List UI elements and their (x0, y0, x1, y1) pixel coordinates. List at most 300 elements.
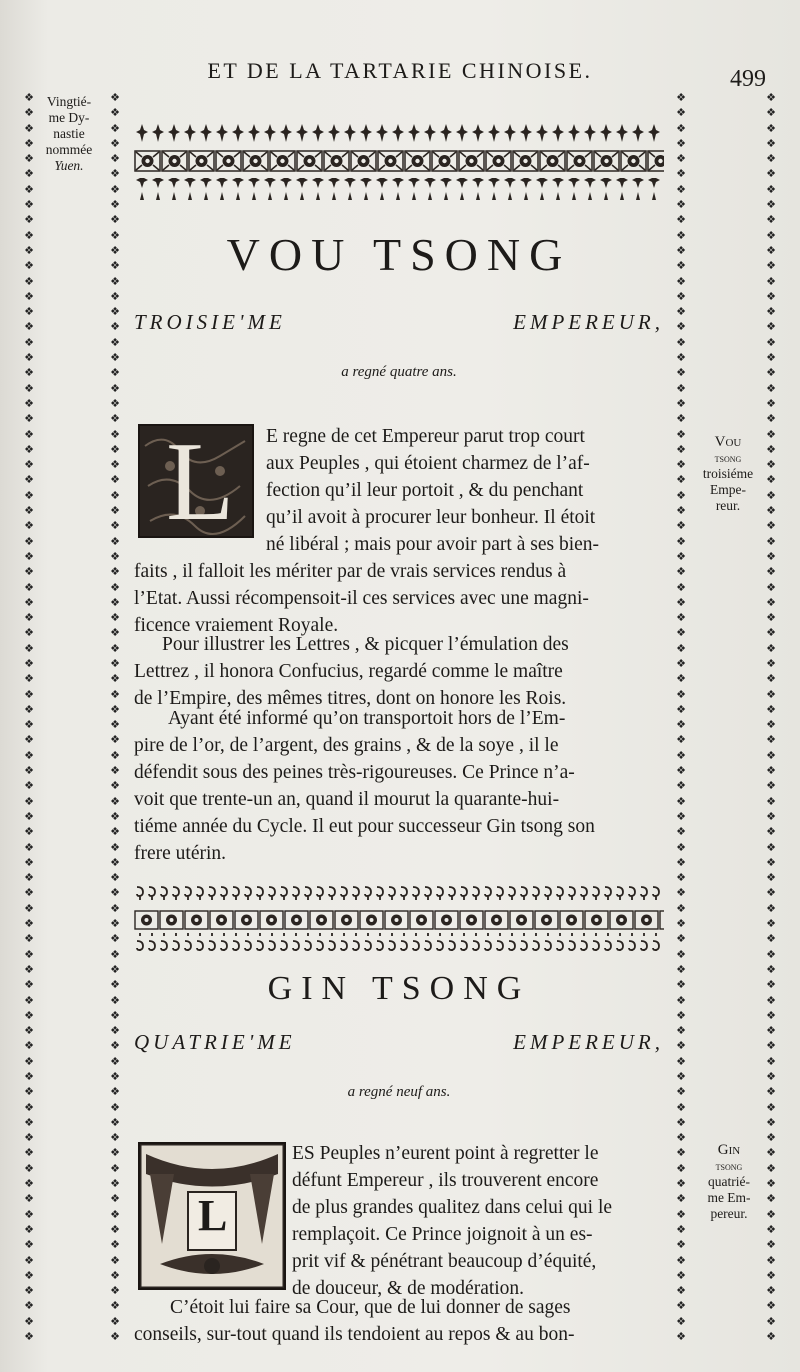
ornament-glyph: ❖ (24, 1085, 34, 1099)
running-head: ET DE LA TARTARIE CHINOISE. (207, 58, 593, 83)
margin-line: tsong (714, 451, 742, 465)
ornament-glyph: ❖ (676, 198, 686, 212)
ornament-glyph: ❖ (766, 519, 776, 533)
ornament-glyph: ❖ (676, 305, 686, 319)
floral-band-ornament (134, 122, 664, 202)
ornament-glyph: ❖ (676, 580, 686, 594)
ornament-glyph: ❖ (24, 1070, 34, 1083)
paragraph (266, 423, 664, 558)
ornament-glyph: ❖ (24, 396, 34, 410)
ornament-glyph: ❖ (24, 1177, 34, 1191)
ornament-glyph: ❖ (766, 779, 776, 793)
text-line: défunt Empereur , ils trouverent encore (292, 1170, 599, 1191)
ornament-glyph: ❖ (110, 1131, 120, 1145)
section-subtitle (134, 310, 664, 335)
ornament-glyph: ❖ (766, 871, 776, 885)
ornament-glyph: ❖ (766, 886, 776, 900)
ornament-glyph: ❖ (676, 886, 686, 900)
ornament-glyph: ❖ (24, 1284, 34, 1298)
ornament-glyph: ❖ (110, 611, 120, 625)
ornament-glyph: ❖ (676, 335, 686, 349)
ornament-glyph: ❖ (110, 1161, 120, 1175)
ornament-glyph: ❖ (24, 458, 34, 472)
ornament-glyph: ❖ (766, 213, 776, 227)
ornament-glyph: ❖ (24, 1039, 34, 1053)
ornament-glyph: ❖ (676, 1299, 686, 1313)
ornament-glyph: ❖ (766, 626, 776, 640)
text-line: fection qu’il leur portoit , & du penchant (266, 480, 584, 501)
ornament-glyph: ❖ (110, 549, 120, 563)
ornament-glyph: ❖ (24, 504, 34, 518)
ornament-glyph: ❖ (766, 1039, 776, 1053)
ornament-glyph: ❖ (676, 595, 686, 609)
ornament-glyph: ❖ (110, 488, 120, 502)
ornament-glyph: ❖ (766, 672, 776, 686)
ornament-glyph: ❖ (24, 1100, 34, 1114)
ornament-glyph: ❖ (24, 1299, 34, 1313)
ornament-glyph: ❖ (766, 366, 776, 380)
ornament-glyph: ❖ (110, 1299, 120, 1313)
ornament-glyph: ❖ (110, 901, 120, 915)
ornament-glyph: ❖ (24, 1161, 34, 1175)
ornament-glyph: ❖ (766, 1024, 776, 1038)
ornament-glyph: ❖ (110, 1146, 120, 1160)
ornament-glyph: ❖ (24, 901, 34, 915)
ornament-glyph: ❖ (676, 1314, 686, 1328)
ornament-glyph: ❖ (110, 1207, 120, 1221)
paragraph (134, 558, 664, 639)
ornament-glyph: ❖ (24, 626, 34, 640)
ornament-glyph: ❖ (766, 549, 776, 563)
ornament-glyph: ❖ (676, 825, 686, 839)
ornament-glyph: ❖ (24, 580, 34, 594)
ornament-glyph: ❖ (110, 962, 120, 976)
text-line: Pour illustrer les Lettres , & picquer l’émulation des (162, 634, 569, 655)
middle-ornament-band (134, 884, 664, 954)
ornament-glyph: ❖ (24, 840, 34, 854)
ornament-glyph: ❖ (676, 733, 686, 747)
ornament-glyph: ❖ (676, 320, 686, 334)
ornament-glyph: ❖ (24, 335, 34, 349)
ornament-glyph: ❖ (24, 534, 34, 548)
ornament-glyph: ❖ (110, 1284, 120, 1298)
ornament-glyph: ❖ (110, 274, 120, 288)
ornament-glyph: ❖ (766, 794, 776, 808)
ornament-glyph: ❖ (110, 794, 120, 808)
margin-line: nastie (53, 126, 85, 141)
ornament-glyph: ❖ (676, 228, 686, 242)
margin-line: Vingtié- (46, 94, 92, 109)
ornament-glyph: ❖ (110, 993, 120, 1007)
ornament-glyph: ❖ (766, 1131, 776, 1145)
ornament-glyph: ❖ (110, 473, 120, 487)
ornament-glyph: ❖ (110, 228, 120, 242)
text-line: Lettrez , il honora Confucius, regardé comme le maître (134, 661, 563, 682)
ornament-glyph: ❖ (766, 289, 776, 303)
ornament-glyph: ❖ (676, 152, 686, 166)
ornament-glyph: ❖ (24, 825, 34, 839)
ornament-glyph: ❖ (24, 764, 34, 778)
text-line: né libéral ; mais pour avoir part à ses bien- (266, 534, 600, 555)
ornament-glyph: ❖ (766, 243, 776, 257)
ornament-glyph: ❖ (110, 1268, 120, 1282)
ornament-glyph: ❖ (676, 504, 686, 518)
text-line: de plus grandes qualitez dans celui qui le (292, 1197, 613, 1218)
ornament-glyph: ❖ (110, 335, 120, 349)
ornament-glyph: ❖ (766, 351, 776, 365)
text-line: l’Etat. Aussi récompensoit-il ces services avec une magni- (134, 588, 589, 609)
margin-line: quatrié- (708, 1174, 750, 1189)
ornament-glyph: ❖ (676, 259, 686, 273)
ornament-glyph: ❖ (766, 1284, 776, 1298)
ornament-glyph: ❖ (766, 947, 776, 961)
ornament-glyph: ❖ (110, 1253, 120, 1267)
ornament-glyph: ❖ (110, 565, 120, 579)
ornament-glyph: ❖ (766, 855, 776, 869)
ornament-glyph: ❖ (24, 228, 34, 242)
ornament-glyph: ❖ (24, 243, 34, 257)
ornament-glyph: ❖ (24, 978, 34, 992)
ornament-glyph: ❖ (766, 136, 776, 150)
ornament-glyph: ❖ (110, 1008, 120, 1022)
ornament-glyph: ❖ (676, 1039, 686, 1053)
margin-line: Vou (714, 434, 742, 450)
ornament-glyph: ❖ (676, 1131, 686, 1145)
ornament-glyph: ❖ (766, 1314, 776, 1328)
paragraph (134, 631, 664, 712)
ornament-glyph: ❖ (110, 809, 120, 823)
ornament-glyph: ❖ (676, 396, 686, 410)
ornament-glyph: ❖ (110, 1039, 120, 1053)
ornament-glyph: ❖ (110, 412, 120, 426)
ornament-glyph: ❖ (24, 917, 34, 931)
ornament-glyph: ❖ (676, 121, 686, 135)
ornament-glyph: ❖ (110, 672, 120, 686)
ornament-glyph: ❖ (24, 320, 34, 334)
ornament-glyph: ❖ (110, 182, 120, 196)
ornament-glyph: ❖ (676, 366, 686, 380)
ornament-glyph: ❖ (766, 182, 776, 196)
ornament-glyph: ❖ (766, 458, 776, 472)
ornament-glyph: ❖ (24, 1024, 34, 1038)
ornament-glyph: ❖ (766, 595, 776, 609)
ornament-glyph: ❖ (676, 213, 686, 227)
ornament-glyph: ❖ (110, 687, 120, 701)
ornament-glyph: ❖ (676, 1100, 686, 1114)
ornament-glyph: ❖ (110, 1330, 120, 1344)
ornament-glyph: ❖ (110, 702, 120, 716)
ornament-glyph: ❖ (766, 1207, 776, 1221)
ornament-glyph: ❖ (110, 641, 120, 655)
ornament-glyph: ❖ (24, 947, 34, 961)
text-line: remplaçoit. Ce Prince joignoit à un es- (292, 1224, 593, 1245)
ornament-glyph: ❖ (24, 136, 34, 150)
ornament-glyph: ❖ (110, 121, 120, 135)
ornament-glyph: ❖ (676, 947, 686, 961)
ornament-glyph: ❖ (676, 1115, 686, 1129)
ornament-glyph: ❖ (110, 351, 120, 365)
text-line: ES Peuples n’eurent point à regretter le (292, 1143, 599, 1164)
ornament-glyph: ❖ (676, 748, 686, 762)
ornament-glyph: ❖ (766, 412, 776, 426)
ornament-glyph: ❖ (676, 289, 686, 303)
ornament-glyph: ❖ (676, 611, 686, 625)
ornament-glyph: ❖ (110, 718, 120, 732)
ornament-glyph: ❖ (110, 1222, 120, 1236)
ornament-glyph: ❖ (110, 1085, 120, 1099)
ornament-glyph: ❖ (676, 993, 686, 1007)
section-title-vou-tsong: VOU TSONG (226, 229, 572, 280)
ornament-glyph: ❖ (676, 381, 686, 395)
ornament-glyph: ❖ (766, 1253, 776, 1267)
ornament-glyph: ❖ (110, 626, 120, 640)
ornament-glyph: ❖ (676, 702, 686, 716)
ornament-glyph: ❖ (676, 519, 686, 533)
ornament-glyph: ❖ (110, 534, 120, 548)
ornament-glyph: ❖ (766, 1085, 776, 1099)
ornament-glyph: ❖ (110, 442, 120, 456)
ornament-glyph: ❖ (766, 427, 776, 441)
ornament-glyph: ❖ (24, 289, 34, 303)
ornament-glyph: ❖ (676, 764, 686, 778)
ornament-glyph: ❖ (676, 779, 686, 793)
ornament-glyph: ❖ (110, 381, 120, 395)
ornament-glyph: ❖ (24, 641, 34, 655)
subtitle-word: TROISIE'ME (134, 310, 286, 334)
ornament-glyph: ❖ (766, 1238, 776, 1252)
ornament-glyph: ❖ (110, 91, 120, 104)
text-line: pire de l’or, de l’argent, des grains , & de la soye , il le (134, 735, 559, 756)
margin-line: me Em- (707, 1190, 751, 1205)
ornament-glyph: ❖ (110, 733, 120, 747)
ornament-glyph: ❖ (24, 121, 34, 135)
text-line: Ayant été informé qu’on transportoit hors de l’Em- (168, 708, 566, 729)
ornament-glyph: ❖ (24, 809, 34, 823)
ornament-glyph: ❖ (24, 656, 34, 670)
ornament-glyph: ❖ (676, 1177, 686, 1191)
ornament-glyph: ❖ (766, 611, 776, 625)
ornament-glyph: ❖ (766, 901, 776, 915)
ornament-glyph: ❖ (676, 488, 686, 502)
ornament-glyph: ❖ (24, 1054, 34, 1068)
ornament-glyph: ❖ (766, 488, 776, 502)
ornament-glyph: ❖ (24, 473, 34, 487)
ornament-glyph: ❖ (766, 748, 776, 762)
ornament-glyph: ❖ (676, 809, 686, 823)
ornament-glyph: ❖ (676, 1253, 686, 1267)
ornament-glyph: ❖ (766, 106, 776, 120)
ornament-glyph: ❖ (676, 565, 686, 579)
ornament-glyph: ❖ (110, 978, 120, 992)
subtitle-word: EMPEREUR, (513, 310, 664, 334)
ornament-glyph: ❖ (676, 1238, 686, 1252)
ornament-glyph: ❖ (676, 1024, 686, 1038)
ornament-glyph: ❖ (676, 962, 686, 976)
ornament-glyph: ❖ (24, 305, 34, 319)
ornament-glyph: ❖ (676, 687, 686, 701)
ornament-glyph: ❖ (766, 91, 776, 104)
ornament-glyph: ❖ (24, 1207, 34, 1221)
ornament-glyph: ❖ (24, 1253, 34, 1267)
ornament-glyph: ❖ (24, 886, 34, 900)
ornament-glyph: ❖ (766, 335, 776, 349)
ornament-glyph: ❖ (24, 549, 34, 563)
ornament-glyph: ❖ (766, 305, 776, 319)
ornament-glyph: ❖ (24, 106, 34, 120)
ornament-glyph: ❖ (766, 198, 776, 212)
ornament-glyph: ❖ (766, 1192, 776, 1206)
ornament-glyph: ❖ (110, 198, 120, 212)
ornament-glyph: ❖ (766, 1161, 776, 1175)
ornament-glyph: ❖ (676, 106, 686, 120)
ornament-glyph: ❖ (766, 1330, 776, 1344)
ornament-glyph: ❖ (110, 289, 120, 303)
ornament-glyph: ❖ (24, 1222, 34, 1236)
ornament-glyph: ❖ (676, 167, 686, 181)
paragraph (292, 1140, 664, 1302)
ornament-glyph: ❖ (110, 136, 120, 150)
ornament-glyph: ❖ (766, 396, 776, 410)
text-line: conseils, sur-tout quand ils tendoient au repos & au bon- (134, 1324, 575, 1345)
margin-line: Gin (717, 1142, 741, 1158)
ornament-glyph: ❖ (24, 565, 34, 579)
ornament-glyph: ❖ (766, 1268, 776, 1282)
text-line: faits , il falloit les mériter par de vrais services rendus à (134, 561, 567, 582)
ornament-glyph: ❖ (24, 1008, 34, 1022)
ornament-glyph: ❖ (766, 1070, 776, 1083)
ornament-glyph: ❖ (24, 687, 34, 701)
ornament-glyph: ❖ (766, 580, 776, 594)
ornament-glyph: ❖ (24, 595, 34, 609)
text-line: défendit sous des peines très-rigoureuses. Ce Prince n’a- (134, 762, 575, 783)
ornament-glyph: ❖ (24, 748, 34, 762)
ornament-glyph: ❖ (676, 932, 686, 946)
ornament-glyph: ❖ (110, 1054, 120, 1068)
text-line: frere utérin. (134, 843, 227, 864)
ornament-glyph: ❖ (110, 917, 120, 931)
ornament-glyph: ❖ (766, 978, 776, 992)
ornament-glyph: ❖ (110, 427, 120, 441)
ornament-glyph: ❖ (766, 121, 776, 135)
ornament-glyph: ❖ (24, 351, 34, 365)
ornament-glyph: ❖ (110, 504, 120, 518)
ornament-glyph: ❖ (110, 779, 120, 793)
margin-line: tsong (715, 1159, 743, 1173)
ornament-glyph: ❖ (24, 1115, 34, 1129)
ornament-glyph: ❖ (110, 1070, 120, 1083)
ornament-glyph: ❖ (766, 932, 776, 946)
ornament-glyph: ❖ (24, 91, 34, 104)
ornament-glyph: ❖ (676, 871, 686, 885)
ornament-glyph: ❖ (676, 351, 686, 365)
text-line: ficence vraiement Royale. (134, 615, 339, 636)
ornament-glyph: ❖ (110, 595, 120, 609)
subtitle-word: EMPEREUR, (513, 1030, 664, 1054)
ornament-glyph: ❖ (766, 764, 776, 778)
ornament-glyph: ❖ (766, 702, 776, 716)
ornament-glyph: ❖ (24, 167, 34, 181)
top-ornament-band (134, 122, 664, 202)
ornament-glyph: ❖ (676, 901, 686, 915)
margin-line: Yuen. (54, 158, 84, 173)
ornament-glyph: ❖ (766, 1177, 776, 1191)
margin-line: troisiéme (702, 466, 754, 481)
ornament-glyph: ❖ (766, 1299, 776, 1313)
ornament-glyph: ❖ (676, 1222, 686, 1236)
ornament-glyph: ❖ (766, 274, 776, 288)
ornament-glyph: ❖ (110, 396, 120, 410)
ornament-glyph: ❖ (676, 427, 686, 441)
ornament-glyph: ❖ (24, 152, 34, 166)
ornamental-drop-cap (138, 424, 254, 538)
outer-right-ornament-column (764, 90, 778, 1348)
ornament-glyph: ❖ (766, 656, 776, 670)
ornament-glyph: ❖ (110, 764, 120, 778)
ornament-glyph: ❖ (766, 259, 776, 273)
ornament-glyph: ❖ (766, 917, 776, 931)
ornament-glyph: ❖ (676, 274, 686, 288)
ornament-glyph: ❖ (676, 473, 686, 487)
text-line: aux Peuples , qui étoient charmez de l’af- (266, 453, 590, 474)
ornament-glyph: ❖ (110, 320, 120, 334)
scroll-band-ornament (134, 884, 664, 954)
ornament-glyph: ❖ (676, 1284, 686, 1298)
ornament-glyph: ❖ (676, 672, 686, 686)
ornament-glyph: ❖ (110, 748, 120, 762)
ornament-glyph: ❖ (24, 794, 34, 808)
ornament-glyph: ❖ (24, 1330, 34, 1344)
ornament-glyph: ❖ (110, 213, 120, 227)
ornament-glyph: ❖ (24, 932, 34, 946)
ornament-glyph: ❖ (110, 1115, 120, 1129)
ornament-glyph: ❖ (110, 366, 120, 380)
ornament-glyph: ❖ (110, 580, 120, 594)
ornament-glyph: ❖ (676, 855, 686, 869)
ornament-glyph: ❖ (110, 932, 120, 946)
ornament-glyph: ❖ (24, 718, 34, 732)
ornament-glyph: ❖ (766, 565, 776, 579)
ornament-glyph: ❖ (766, 504, 776, 518)
ornament-glyph: ❖ (676, 534, 686, 548)
text-line: prit vif & pénétrant beaucoup d’équité, (292, 1251, 597, 1272)
ornament-glyph: ❖ (24, 733, 34, 747)
ornament-glyph: ❖ (676, 1268, 686, 1282)
ornament-glyph: ❖ (676, 656, 686, 670)
dynasty-margin-note (34, 94, 104, 174)
ornament-glyph: ❖ (766, 687, 776, 701)
ornament-glyph: ❖ (24, 442, 34, 456)
ornament-glyph: ❖ (24, 427, 34, 441)
ornament-glyph: ❖ (24, 198, 34, 212)
ornament-glyph: ❖ (766, 320, 776, 334)
ornament-glyph: ❖ (110, 855, 120, 869)
ornament-glyph: ❖ (24, 779, 34, 793)
ornament-glyph: ❖ (676, 136, 686, 150)
ornament-glyph: ❖ (24, 412, 34, 426)
ornament-glyph: ❖ (766, 1115, 776, 1129)
ornament-glyph: ❖ (24, 259, 34, 273)
ornament-glyph: ❖ (766, 840, 776, 854)
margin-line: me Dy- (48, 110, 90, 125)
text-line: E regne de cet Empereur parut trop court (266, 426, 585, 447)
ornament-glyph: ❖ (676, 549, 686, 563)
margin-line: Empe- (710, 482, 746, 497)
margin-line: pereur. (710, 1206, 748, 1221)
ornament-glyph: ❖ (766, 473, 776, 487)
ornament-glyph: ❖ (110, 1192, 120, 1206)
emperor-margin-note (690, 434, 766, 514)
ornament-glyph: ❖ (24, 1314, 34, 1328)
